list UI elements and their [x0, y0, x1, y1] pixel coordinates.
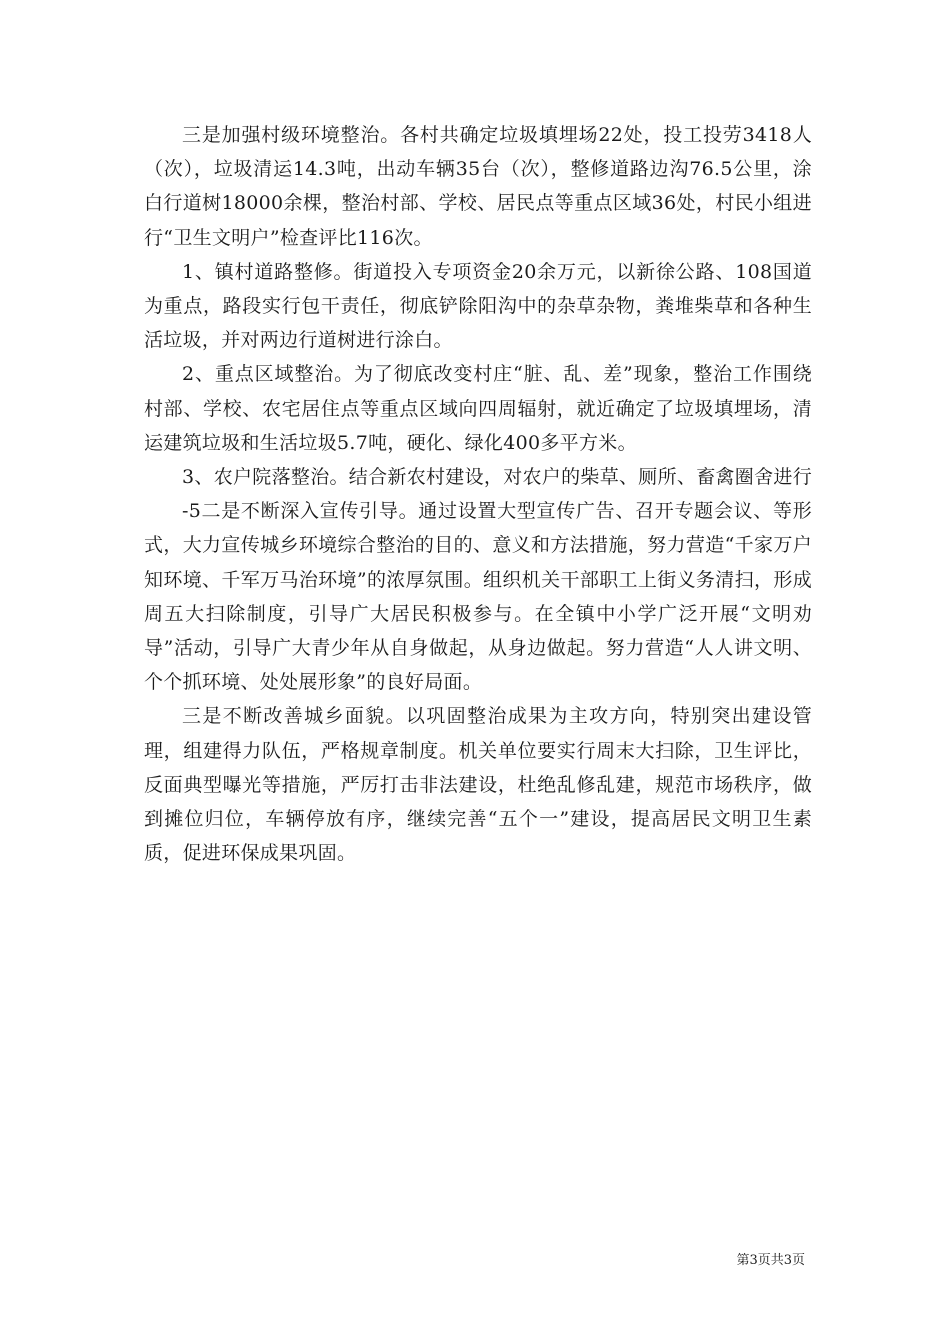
page-number: 第3页共3页 — [736, 1253, 805, 1268]
paragraph-village-environment: 三是加强村级环境整治。各村共确定垃圾填埋场22处，投工投劳3418人（次），垃圾清运14.3吨，出动车辆35台（次），整修道路边沟76.5公里，涂白行道树18000余棵，整治村部、学校、居民点等重点区域36处，村民小组进行“卫生文明户”检查评比116次。 — [144, 124, 812, 249]
paragraph-courtyard: 3、农户院落整治。结合新农村建设，对农户的柴草、厕所、畜禽圈舍进行 — [182, 466, 812, 489]
document-body — [144, 118, 812, 870]
paragraph-key-area: 2、重点区域整治。为了彻底改变村庄“脏、乱、差”现象，整治工作围绕村部、学校、农宅居住点等重点区域向四周辐射，就近确定了垃圾填埋场，清运建筑垃圾和生活垃圾5.7吨，硬化、绿化400多平方米。 — [144, 363, 812, 454]
paragraph-urban-rural: 三是不断改善城乡面貌。以巩固整治成果为主攻方向，特别突出建设管理，组建得力队伍，严格规章制度。机关单位要实行周末大扫除，卫生评比，反面典型曝光等措施，严厉打击非法建设，杜绝乱修乱建，规范市场秩序，做到摊位归位，车辆停放有序，继续完善“五个一”建设，提高居民文明卫生素质，促进环保成果巩固。 — [144, 705, 812, 865]
paragraph-publicity: -5二是不断深入宣传引导。通过设置大型宣传广告、召开专题会议、等形式，大力宣传城乡环境综合整治的目的、意义和方法措施，努力营造“千家万户知环境、千军万马治环境”的浓厚氛围。组织机关干部职工上街义务清扫，形成周五大扫除制度，引导广大居民积极参与。在全镇中小学广泛开展“文明劝导”活动，引导广大青少年从自身做起，从身边做起。努力营造“人人讲文明、个个抓环境、处处展形象”的良好局面。 — [144, 500, 812, 694]
paragraph-road-repair: 1、镇村道路整修。街道投入专项资金20余万元，以新徐公路、108国道为重点，路段实行包干责任，彻底铲除阳沟中的杂草杂物，粪堆柴草和各种生活垃圾，并对两边行道树进行涂白。 — [144, 260, 812, 352]
